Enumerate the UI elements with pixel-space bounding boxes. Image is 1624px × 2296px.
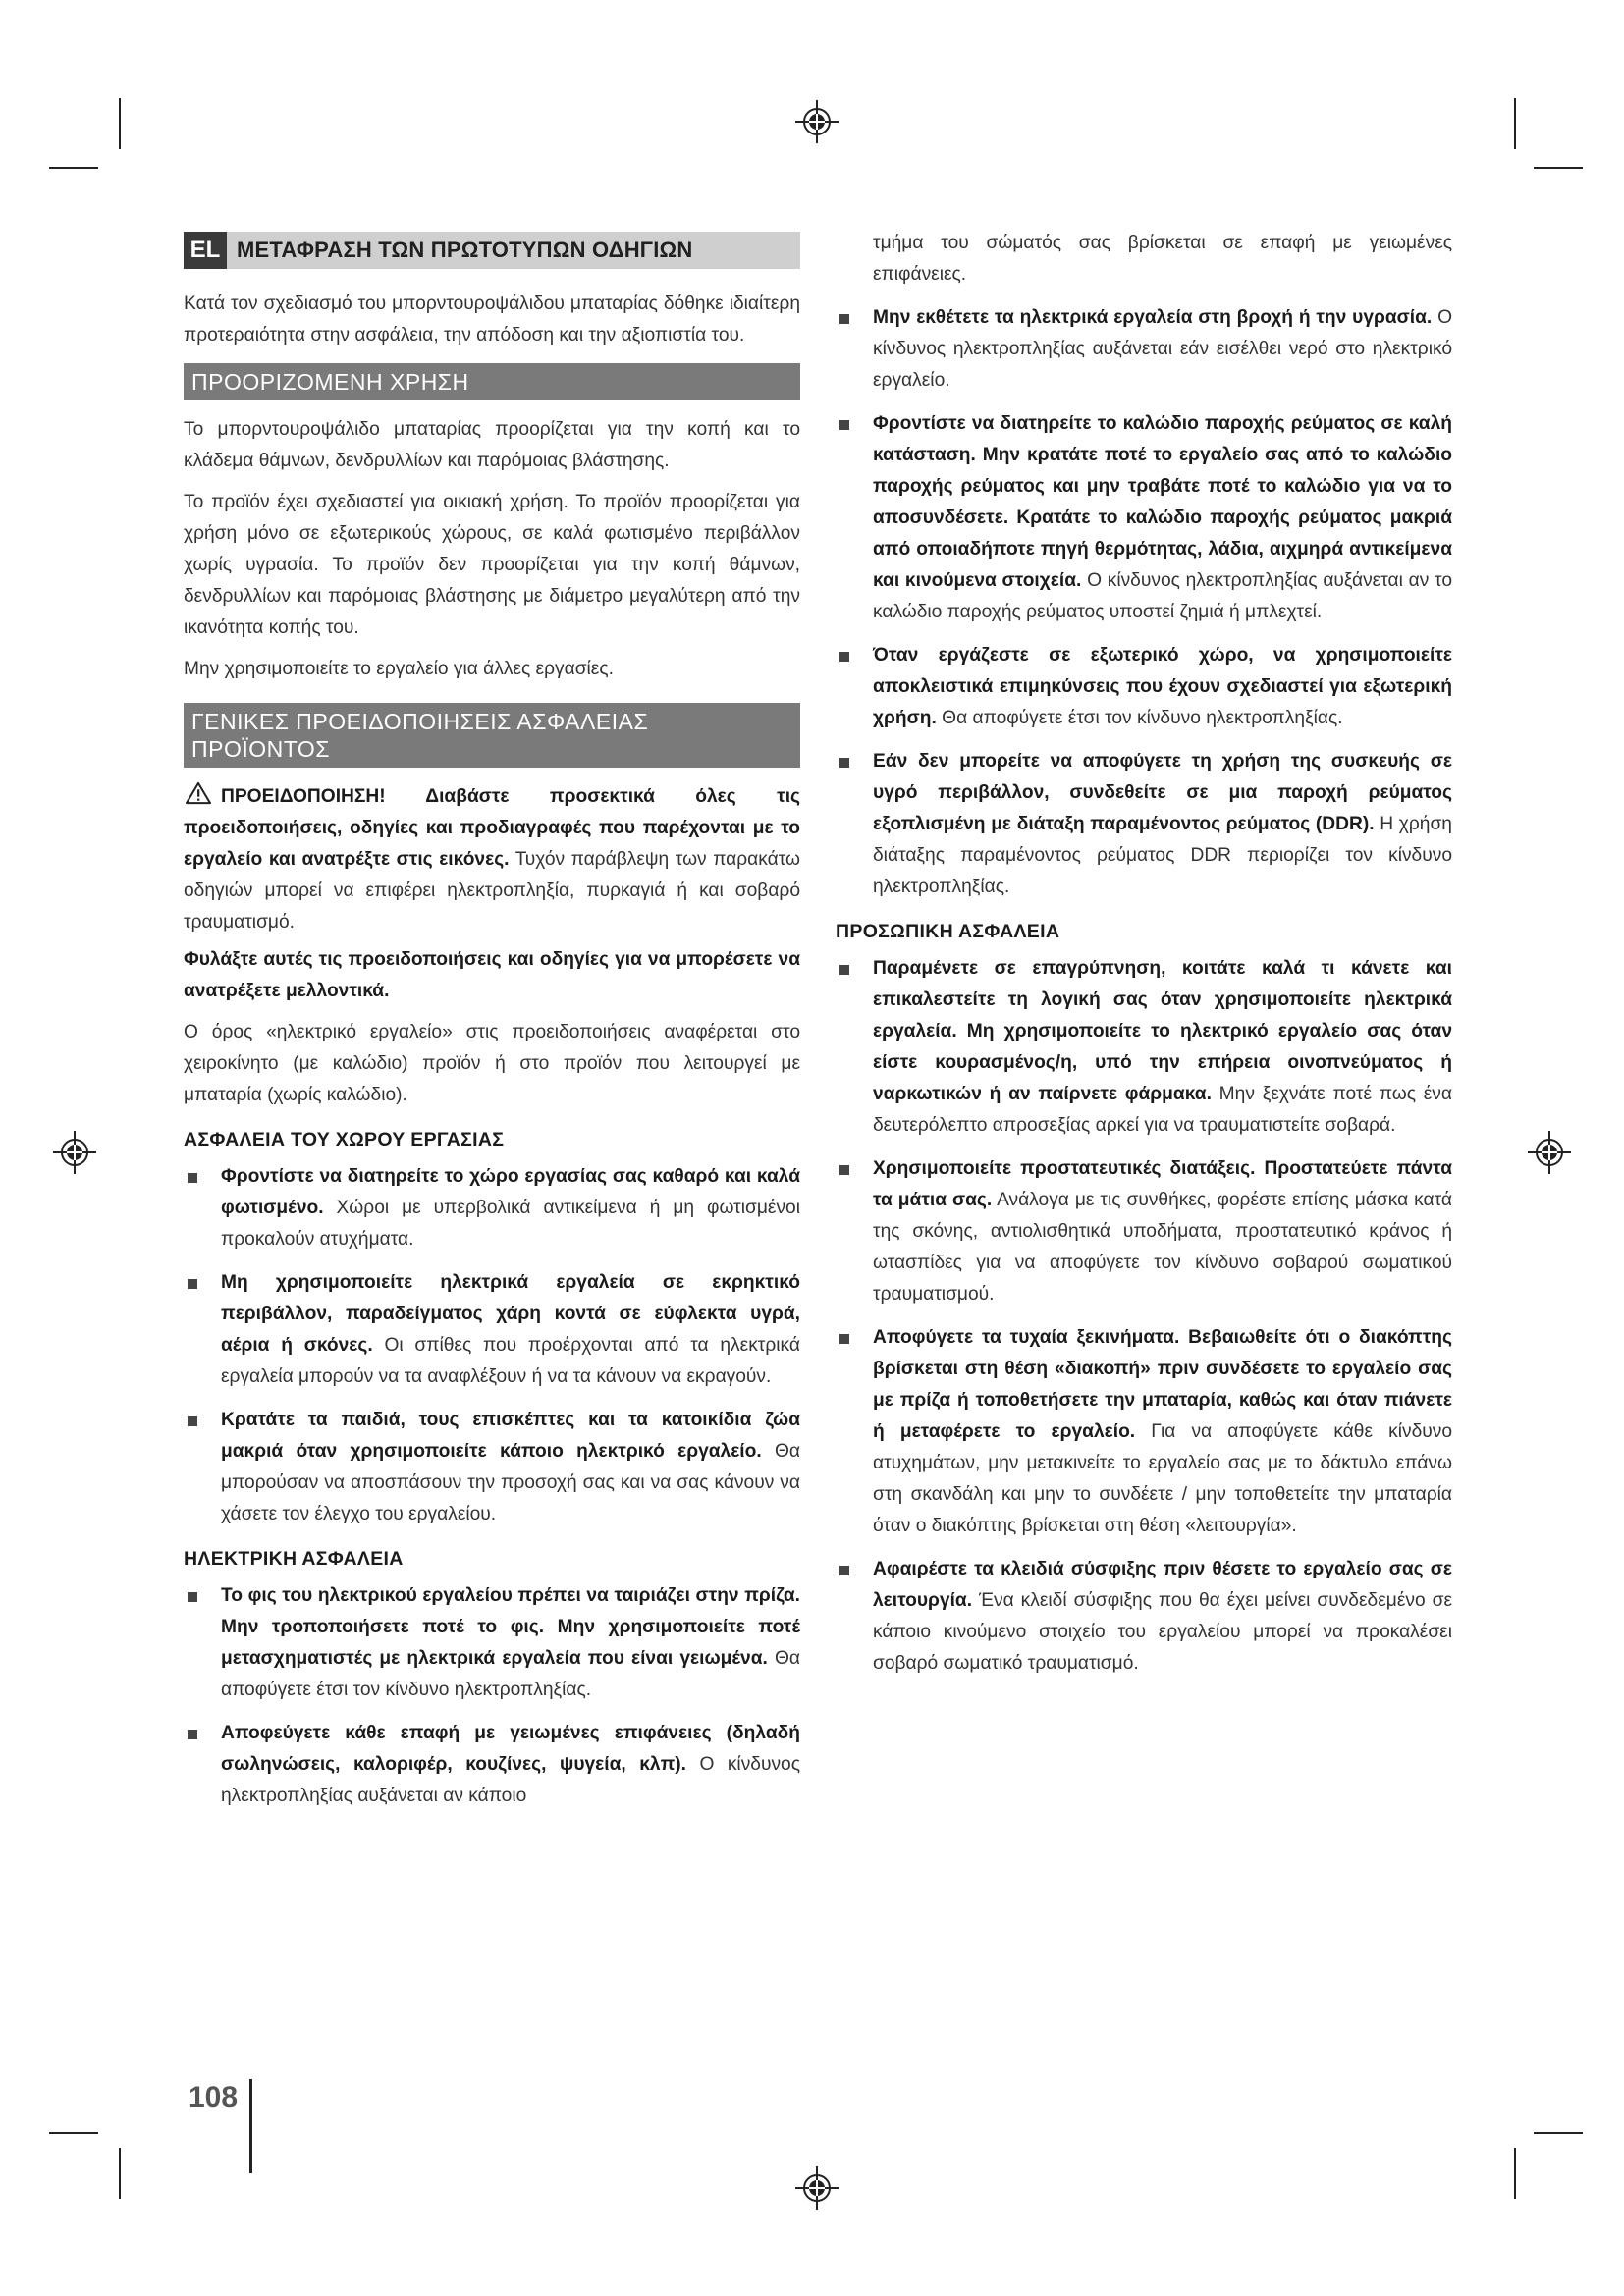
keep-instructions-paragraph: Φυλάξτε αυτές τις προειδοποιήσεις και οδηγίες για να μπορέσετε να ανατρέξετε μελλοντικά. (184, 949, 800, 1001)
crop-mark (1534, 2132, 1583, 2134)
language-header (184, 232, 800, 269)
list-item (836, 302, 1452, 397)
item-bold-text: Μην εκθέτετε τα ηλεκτρικά εργαλεία στη βροχή ή την υγρασία. (873, 307, 1433, 328)
document-title: ΜΕΤΑΦΡΑΣΗ ΤΩΝ ΠΡΩΤΟΤΥΠΩΝ ΟΔΗΓΙΩΝ (237, 238, 693, 262)
item-bold-text: Χρησιμοποιείτε προστατευτικές διατάξεις. Προστατεύετε πάντα τα μάτια σας. (873, 1158, 1452, 1210)
crop-mark (1534, 167, 1583, 169)
list-item (184, 1161, 800, 1255)
page-number: 108 (189, 2081, 239, 2113)
term-definition-paragraph: Ο όρος «ηλεκτρικό εργαλείο» στις προειδοποιήσεις αναφέρεται στο χειροκίνητο (με καλώδιο) προϊόν ή στο προϊόν που λειτουργεί με μπαταρία (χωρίς καλώδιο). (184, 1022, 800, 1105)
item-bold-text: Κρατάτε τα παιδιά, τους επισκέπτες και τα κατοικίδια ζώα μακριά όταν χρησιμοποιείτε κάποιο ηλεκτρικό εργαλείο. (221, 1410, 800, 1462)
item-bold-text: Παραμένετε σε επαγρύπνηση, κοιτάτε καλά τι κάνετε και επικαλεστείτε τη λογική σας όταν χρησιμοποιείτε ηλεκτρικά εργαλεία. Μη χρησιμοποιείτε το ηλεκτρικό εργαλείο σας όταν είστε κουρασμένος/η, υπό την επήρεια οινοπνεύματος ή ναρκωτικών ή αν παίρνετε φάρμακα. (873, 958, 1452, 1104)
intro-paragraph: Κατά τον σχεδιασμό του μπορντουροψάλιδου μπαταρίας δόθηκε ιδιαίτερη προτεραιότητα στην ασφάλεια, την απόδοση και την αξιοπιστία του. (184, 294, 800, 346)
item-bold-text: Φροντίστε να διατηρείτε το καλώδιο παροχής ρεύματος σε καλή κατάσταση. Μην κρατάτε ποτέ το εργαλείο σας από το καλώδιο παροχής ρεύματος και μην τραβάτε ποτέ το καλώδιο για να το αποσυνδέσετε. Κρατάτε το καλώδιο παροχής ρεύματος μακριά από οποιαδήποτε πηγή θερμότητας, λάδια, αιχμηρά αντικείμενα και κινούμενα στοιχεία. (873, 413, 1452, 591)
crop-mark (49, 167, 98, 169)
list-item (184, 1267, 800, 1393)
item-normal-text: Ο κίνδυνος ηλεκτροπληξίας αυξάνεται εάν εισέλθει νερό στο ηλεκτρικό εργαλείο. (873, 307, 1452, 391)
item-bold-text: Εάν δεν μπορείτε να αποφύγετε τη χρήση της συσκευής σε υγρό περιβάλλον, συνδεθείτε σε μια παροχή ρεύματος εξοπλισμένη με διάταξη παραμένοντος ρεύματος (DDR). (873, 751, 1452, 834)
item-normal-text: Για να αποφύγετε κάθε κίνδυνο ατυχημάτων, μην μετακινείτε το εργαλείο σας με το δάκτυλο επάνω στη σκανδάλη και μην το συνδέετε / μην τοποθετείτε την μπαταρία όταν ο διακόπτης βρίσκεται στη θέση «λειτουργία». (873, 1421, 1453, 1536)
item-normal-text: Ανάλογα με τις συνθήκες, φορέστε επίσης μάσκα κατά της σκόνης, αντιολισθητικά υποδήματα, προστατευτικό κράνος ή ωτασπίδες για να αποφύγετε τον κίνδυνο σοβαρού σωματικού τραυματισμού. (873, 1190, 1452, 1305)
item-normal-text: Χώροι με υπερβολικά αντικείμενα ή μη φωτισμένοι προκαλούν ατυχήματα. (221, 1198, 800, 1250)
item-bold-text: Αποφεύγετε κάθε επαφή με γειωμένες επιφάνειες (δηλαδή σωληνώσεις, καλοριφέρ, κουζίνες, ψυγεία, κλπ). (221, 1723, 800, 1775)
item-normal-text: Θα μπορούσαν να αποσπάσουν την προσοχή σας και να σας κάνουν να χάσετε τον έλεγχο του εργαλείου. (221, 1441, 800, 1524)
item-normal-text: Θα αποφύγετε έτσι τον κίνδυνο ηλεκτροπληξίας. (221, 1648, 800, 1700)
subsection-title-work-area: ΑΣΦΑΛΕΙΑ ΤΟΥ ΧΩΡΟΥ ΕΡΓΑΣΙΑΣ (184, 1129, 505, 1150)
list-item (836, 1322, 1452, 1542)
item-normal-text: Ο κίνδυνος ηλεκτροπληξίας αυξάνεται αν το καλώδιο παροχής ρεύματος υποστεί ζημιά ή μπλεχτεί. (873, 570, 1452, 622)
work-area-list (184, 1161, 800, 1530)
list-item (836, 746, 1452, 903)
warning-paragraph (184, 781, 800, 938)
section-header-intended-use: ΠΡΟΟΡΙΖΟΜΕΝΗ ΧΡΗΣΗ (184, 363, 800, 400)
electrical-list (184, 1580, 800, 1812)
electrical-list-continued (836, 302, 1452, 903)
item-normal-text: Η χρήση διάταξης παραμένοντος ρεύματος DDR περιορίζει τον κίνδυνο ηλεκτροπληξίας. (873, 814, 1452, 897)
crop-mark (1514, 98, 1516, 149)
registration-mark-icon (793, 2164, 840, 2212)
item-bold-text: Αφαιρέστε τα κλειδιά σύσφιξης πριν θέσετε το εργαλείο σας σε λειτουργία. (873, 1559, 1452, 1611)
section-header-general-safety: ΓΕΝΙΚΕΣ ΠΡΟΕΙΔΟΠΟΙΗΣΕΙΣ ΑΣΦΑΛΕΙΑΣ ΠΡΟΪΟΝΤΟΣ (184, 703, 800, 768)
item-bold-text: Το φις του ηλεκτρικού εργαλείου πρέπει να ταιριάζει στην πρίζα. Μην τροποποιήσετε ποτέ το φις. Μην χρησιμοποιείτε ποτέ μετασχηματιστές με ηλεκτρικά εργαλεία που είναι γειωμένα. (221, 1585, 800, 1669)
item-normal-text: Μην ξεχνάτε ποτέ πως ένα δευτερόλεπτο απροσεξίας αρκεί για να τραυματιστείτε σοβαρά. (873, 1084, 1452, 1136)
paragraph: Το μπορντουροψάλιδο μπαταρίας προορίζεται για την κοπή και το κλάδεμα θάμνων, δενδρυλλίων και παρόμοιας βλάστησης. (184, 419, 800, 471)
list-item (836, 953, 1452, 1142)
registration-mark-icon (1526, 1129, 1573, 1176)
paragraph: Το προϊόν έχει σχεδιαστεί για οικιακή χρήση. Το προϊόν προορίζεται για χρήση μόνο σε εξωτερικούς χώρους, σε καλά φωτισμένο περιβάλλον χωρίς υγρασία. Το προϊόν δεν προορίζεται για την κοπή θάμνων, δενδρυλλίων και παρόμοιας βλάστησης με διάμετρο μεγαλύτερη από την ικανότητα κοπής του. (184, 492, 800, 638)
item-normal-text: Οι σπίθες που προέρχονται από τα ηλεκτρικά εργαλεία μπορούν να τα αναφλέξουν ή να τα κάνουν να εκραγούν. (221, 1335, 800, 1387)
list-item (184, 1580, 800, 1706)
warning-triangle-icon (184, 781, 213, 805)
list-item (836, 408, 1452, 628)
item-normal-text: Θα αποφύγετε έτσι τον κίνδυνο ηλεκτροπληξίας. (936, 708, 1343, 728)
item-bold-text: Μη χρησιμοποιείτε ηλεκτρικά εργαλεία σε εκρηκτικό περιβάλλον, παραδείγματος χάρη κοντά σε εύφλεκτα υγρά, αέρια ή σκόνες. (221, 1272, 800, 1356)
crop-mark (119, 98, 121, 149)
crop-mark (1514, 2148, 1516, 2199)
paragraph: Μην χρησιμοποιείτε το εργαλείο για άλλες εργασίες. (184, 659, 614, 679)
list-item (184, 1405, 800, 1530)
list-item (836, 1153, 1452, 1310)
page-number-divider (249, 2079, 252, 2173)
item-bold-text: Όταν εργάζεστε σε εξωτερικό χώρο, να χρησιμοποιείτε αποκλειστικά επιμηκύνσεις που έχουν σχεδιαστεί για εξωτερική χρήση. (873, 645, 1452, 728)
crop-mark (119, 2148, 121, 2199)
personal-safety-list (836, 953, 1452, 1680)
warning-normal-text: Τυχόν παράβλεψη των παρακάτω οδηγιών μπορεί να επιφέρει ηλεκτροπληξία, πυρκαγιά ή και σοβαρό τραυματισμό. (184, 849, 800, 933)
registration-mark-icon (51, 1129, 98, 1176)
continuation-paragraph: τμήμα του σώματός σας βρίσκεται σε επαφή με γειωμένες επιφάνειες. (873, 233, 1452, 285)
list-item (836, 1554, 1452, 1680)
item-normal-text: Ο κίνδυνος ηλεκτροπληξίας αυξάνεται αν κάποιο (221, 1754, 800, 1806)
list-item (184, 1718, 800, 1812)
crop-mark (49, 2132, 98, 2134)
item-normal-text: Ένα κλειδί σύσφιξης που θα έχει μείνει συνδεδεμένο σε κάποιο κινούμενο στοιχείο του εργαλείου μπορεί να προκαλέσει σοβαρό σωματικό τραυματισμό. (873, 1590, 1452, 1674)
item-bold-text: Αποφύγετε τα τυχαία ξεκινήματα. Βεβαιωθείτε ότι ο διακόπτης βρίσκεται στη θέση «διακοπή» πριν συνδέσετε το εργαλείο σας με πρίζα ή τοποθετήσετε την μπαταρία, καθώς και όταν πιάνετε ή μεταφέρετε το εργαλείο. (873, 1327, 1452, 1442)
language-code-badge: EL (184, 232, 227, 269)
item-bold-text: Φροντίστε να διατηρείτε το χώρο εργασίας σας καθαρό και καλά φωτισμένο. (221, 1166, 800, 1218)
subsection-title-electrical: ΗΛΕΚΤΡΙΚΗ ΑΣΦΑΛΕΙΑ (184, 1548, 404, 1570)
left-column (184, 232, 800, 1824)
right-column (836, 228, 1452, 1691)
subsection-title-personal: ΠΡΟΣΩΠΙΚΗ ΑΣΦΑΛΕΙΑ (836, 921, 1060, 942)
registration-mark-icon (793, 98, 840, 145)
warning-bold-text: ΠΡΟΕΙΔΟΠΟΙΗΣΗ! Διαβάστε προσεκτικά όλες τις προειδοποιήσεις, οδηγίες και προδιαγραφές που παρέχονται με το εργαλείο και ανατρέξτε στις εικόνες. (184, 786, 800, 870)
list-item (836, 640, 1452, 734)
